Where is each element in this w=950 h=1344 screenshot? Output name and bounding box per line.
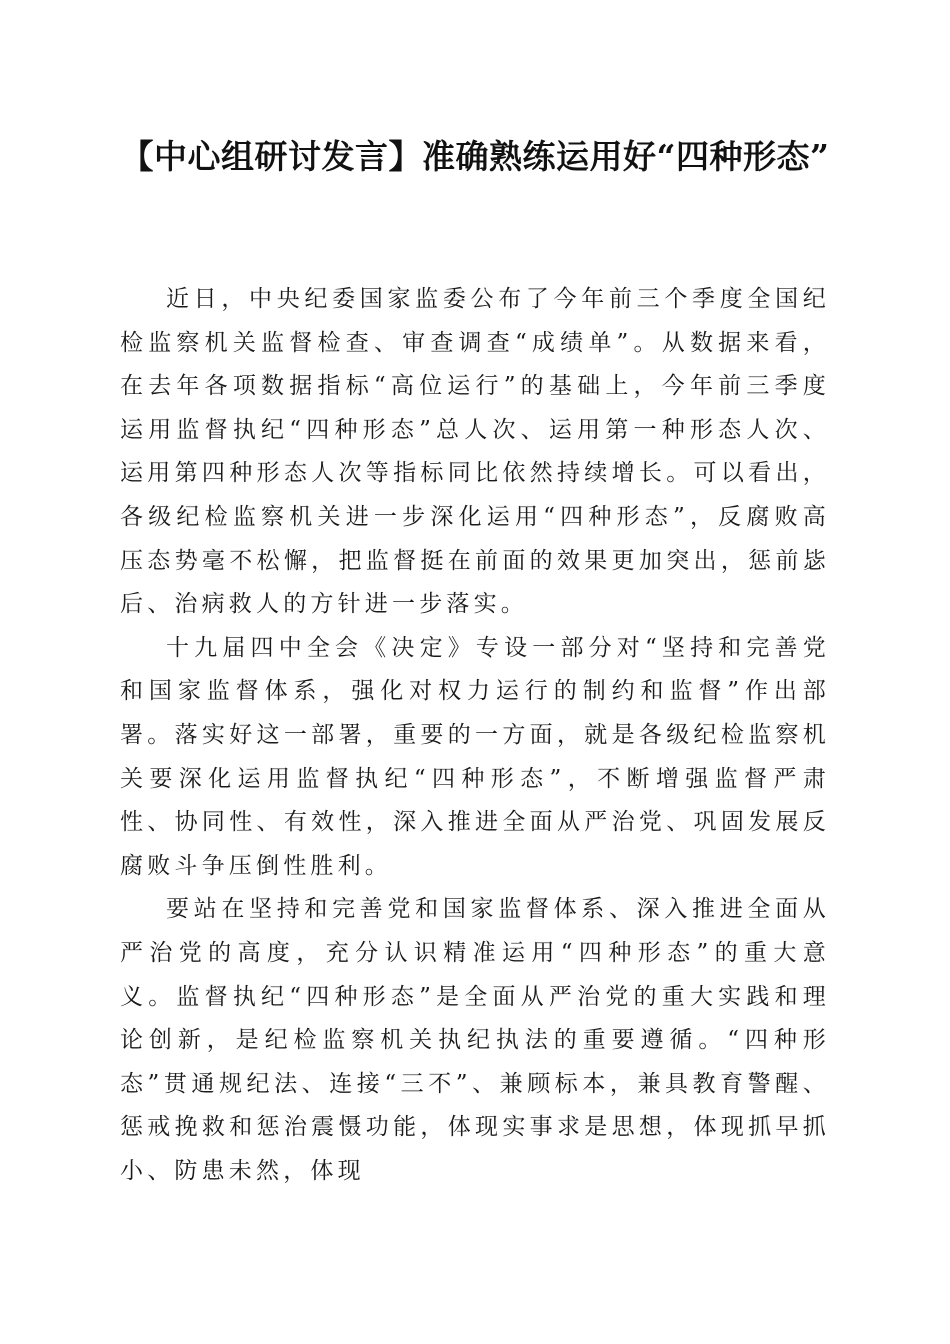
paragraph-2: 十九届四中全会《决定》专设一部分对“坚持和完善党和国家监督体系，强化对权力运行的制约和监督”作出部署。落实好这一部署，重要的一方面，就是各级纪检监察机关要深化运用监督执纪“四种形态”，不断增强监督严肃性、协同性、有效性，深入推进全面从严治党、巩固发展反腐败斗争压倒性胜利。 [120,634,830,879]
paragraph-3: 要站在坚持和完善党和国家监督体系、深入推进全面从严治党的高度，充分认识精准运用“四种形态”的重大意义。监督执纪“四种形态”是全面从严治党的重大实践和理论创新，是纪检监察机关执纪执法的重要遵循。“四种形态”贯通规纪法、连接“三不”、兼顾标本，兼具教育警醒、惩戒挽救和惩治震慑功能，体现实事求是思想，体现抓早抓小、防患未然，体现 [120,896,830,1184]
paragraph-1: 近日，中央纪委国家监委公布了今年前三个季度全国纪检监察机关监督检查、审查调查“成绩单”。从数据来看，在去年各项数据指标“高位运行”的基础上，今年前三季度运用监督执纪“四种形态”总人次、运用第一种形态人次、运用第四种形态人次等指标同比依然持续增长。可以看出，各级纪检监察机关进一步深化运用“四种形态”，反腐败高压态势毫不松懈，把监督挺在前面的效果更加突出，惩前毖后、治病救人的方针进一步落实。 [120,286,830,618]
document-body [120,278,830,1193]
document-title: 【中心组研讨发言】准确熟练运用好“四种形态” [120,137,830,176]
